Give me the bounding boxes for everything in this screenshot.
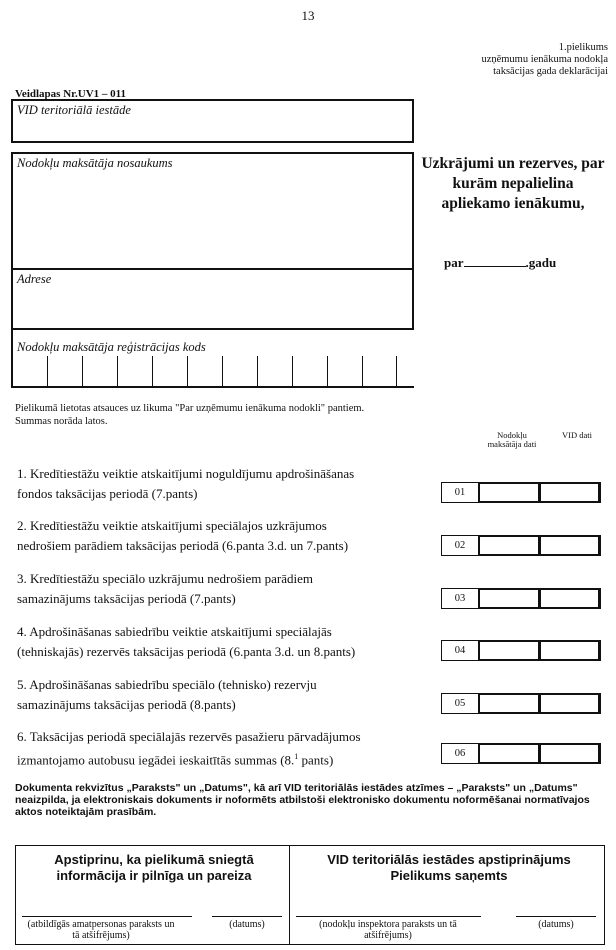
period-suffix: .gadu (525, 255, 557, 270)
row-4-line-1: 4. Apdrošināšanas sabiedrību veiktie atskaitījumi speciālajās (17, 624, 332, 639)
appendix-caption (481, 42, 608, 78)
row-6-line-2 (17, 747, 447, 770)
row-2-input-group (441, 535, 601, 556)
declaration-note: Dokumenta rekvizītus „Paraksts" un „Datums", kā arī VID teritoriālās iestādes atzīmes – „Paraksts" un „Datums" neaizpilda, ja elektroniskais dokuments ir noformēts atbilstoši elektronisko dokumentu noformēšanai normatīvajos aktos noteiktajām prasībām. (15, 782, 590, 818)
row-1-code: 01 (454, 487, 466, 498)
row-5-vid-input[interactable] (540, 693, 601, 714)
reg-code-cell[interactable] (257, 356, 292, 386)
row-5-text (17, 675, 437, 715)
reg-code-cell[interactable] (222, 356, 257, 386)
appendix-line-2: uzņēmumu ienākuma nodokļa (481, 54, 608, 65)
row-5-line-2: samazinājums taksācijas periodā (8.pants) (17, 697, 236, 712)
taxpayer-signature-caption: (atbildīgās amatpersonas paraksts un tā atšifrējums) (27, 919, 175, 941)
reg-code-cell[interactable] (292, 356, 327, 386)
row-5-code: 05 (454, 698, 466, 709)
period-prefix: par (444, 255, 464, 270)
vid-approval-header: VID teritoriālās iestādes apstiprinājums Pielikums saņemts (327, 852, 571, 883)
inspector-date-line[interactable] (516, 916, 596, 917)
reg-code-cell[interactable] (187, 356, 222, 386)
row-3-input-group (441, 588, 601, 609)
row-6-code: 06 (454, 748, 466, 759)
row-1-taxpayer-input[interactable] (478, 482, 540, 503)
year-blank[interactable] (464, 254, 526, 267)
row-4-input-group (441, 640, 601, 661)
approval-divider (289, 846, 290, 944)
column-header-vid: VID dati (562, 430, 592, 440)
taxpayer-name-field[interactable] (11, 152, 414, 270)
reg-code-cell[interactable] (362, 356, 397, 386)
reg-code-cell[interactable] (82, 356, 117, 386)
row-3-code: 03 (454, 593, 466, 604)
reg-code-cell[interactable] (12, 356, 47, 386)
row-1-line-2: fondos taksācijas periodā (7.pants) (17, 486, 198, 501)
inspector-signature-caption: (nodokļu inspektora paraksts un tā atšifrējums) (319, 919, 457, 941)
taxpayer-signature-line[interactable] (22, 916, 192, 917)
vid-office-field[interactable] (11, 99, 414, 143)
row-6-input-group (441, 743, 601, 764)
reg-code-cell[interactable] (152, 356, 187, 386)
row-3-taxpayer-input[interactable] (478, 588, 540, 609)
appendix-line-1: 1.pielikums (558, 42, 608, 53)
row-6-line-2-text: izmantojamo autobusu iegādei ieskaitītās summas (8. (17, 752, 295, 768)
row-6-superscript: 1 (294, 752, 299, 761)
row-3-text (17, 569, 437, 609)
row-4-line-2: (tehniskajās) rezervēs taksācijas periodā (6.panta 3.d. un 8.pants) (17, 644, 356, 659)
note (15, 402, 364, 428)
inspector-signature-line[interactable] (296, 916, 481, 917)
row-5-line-1: 5. Apdrošināšanas sabiedrību speciālo (tehnisko) rezervju (17, 677, 317, 692)
page-number: 13 (301, 8, 315, 23)
taxpayer-date-caption: (datums) (229, 919, 265, 930)
row-2-line-2: nedrošiem parādiem taksācijas periodā (6.panta 3.d. un 7.pants) (17, 538, 349, 553)
row-1-vid-input[interactable] (540, 482, 601, 503)
reg-code-cells[interactable] (12, 356, 397, 386)
reg-code-cell[interactable] (117, 356, 152, 386)
row-4-code: 04 (454, 645, 466, 656)
vid-office-label: VID teritoriālā iestāde (17, 103, 131, 117)
row-6-taxpayer-input[interactable] (478, 743, 540, 764)
address-field[interactable] (11, 268, 414, 330)
appendix-line-3: taksācijas gada deklarācijai (493, 66, 608, 77)
row-5-input-group (441, 693, 601, 714)
reg-code-cell[interactable] (327, 356, 362, 386)
approval-table (15, 845, 605, 945)
row-2-text (17, 516, 437, 556)
note-line-1: Pielikumā lietotas atsauces uz likuma "Par uzņēmumu ienākuma nodokli" pantiem. (15, 403, 365, 414)
row-2-code: 02 (454, 540, 466, 551)
inspector-date-caption: (datums) (538, 919, 574, 930)
taxpayer-name-label: Nodokļu maksātāja nosaukums (17, 156, 173, 170)
reg-code-baseline (11, 386, 414, 388)
taxpayer-date-line[interactable] (212, 916, 282, 917)
row-6-line-1: 6. Taksācijas periodā speciālajās rezervēs pasažieru pārvadājumos (17, 729, 361, 744)
row-6-line-2-end: pants) (298, 752, 334, 768)
form-number: Veidlapas Nr.UV1 – 011 (15, 88, 127, 100)
row-1-input-group (441, 482, 601, 503)
row-3-line-2: samazinājums taksācijas periodā (7.pants) (17, 591, 236, 606)
address-label: Adrese (17, 272, 52, 286)
row-3-line-1: 3. Kredītiestāžu speciālo uzkrājumu nedrošiem parādiem (17, 571, 314, 586)
reg-code-cell[interactable] (47, 356, 82, 386)
row-6-text (17, 727, 447, 770)
row-2-line-1: 2. Kredītiestāžu veiktie atskaitījumi speciālajos uzkrājumos (17, 518, 327, 533)
period-line (444, 254, 556, 271)
row-5-taxpayer-input[interactable] (478, 693, 540, 714)
row-4-text (17, 622, 437, 662)
taxpayer-confirmation-header: Apstiprinu, ka pielikumā sniegtā informācija ir pilnīga un pareiza (54, 852, 254, 883)
reg-code-label: Nodokļu maksātāja reģistrācijas kods (17, 340, 206, 354)
row-2-taxpayer-input[interactable] (478, 535, 540, 556)
note-line-2: Summas norāda latos. (15, 416, 108, 427)
row-6-vid-input[interactable] (540, 743, 601, 764)
row-4-vid-input[interactable] (540, 640, 601, 661)
row-2-vid-input[interactable] (540, 535, 601, 556)
row-3-vid-input[interactable] (540, 588, 601, 609)
row-1-line-1: 1. Kredītiestāžu veiktie atskaitījumi noguldījumu apdrošināšanas (17, 466, 355, 481)
form-title: Uzkrājumi un rezerves, par kurām nepalielina apliekamo ienākumu, (421, 155, 605, 212)
column-header-taxpayer: Nodokļu maksātāja dati (487, 430, 537, 449)
row-4-taxpayer-input[interactable] (478, 640, 540, 661)
row-1-text (17, 464, 437, 504)
